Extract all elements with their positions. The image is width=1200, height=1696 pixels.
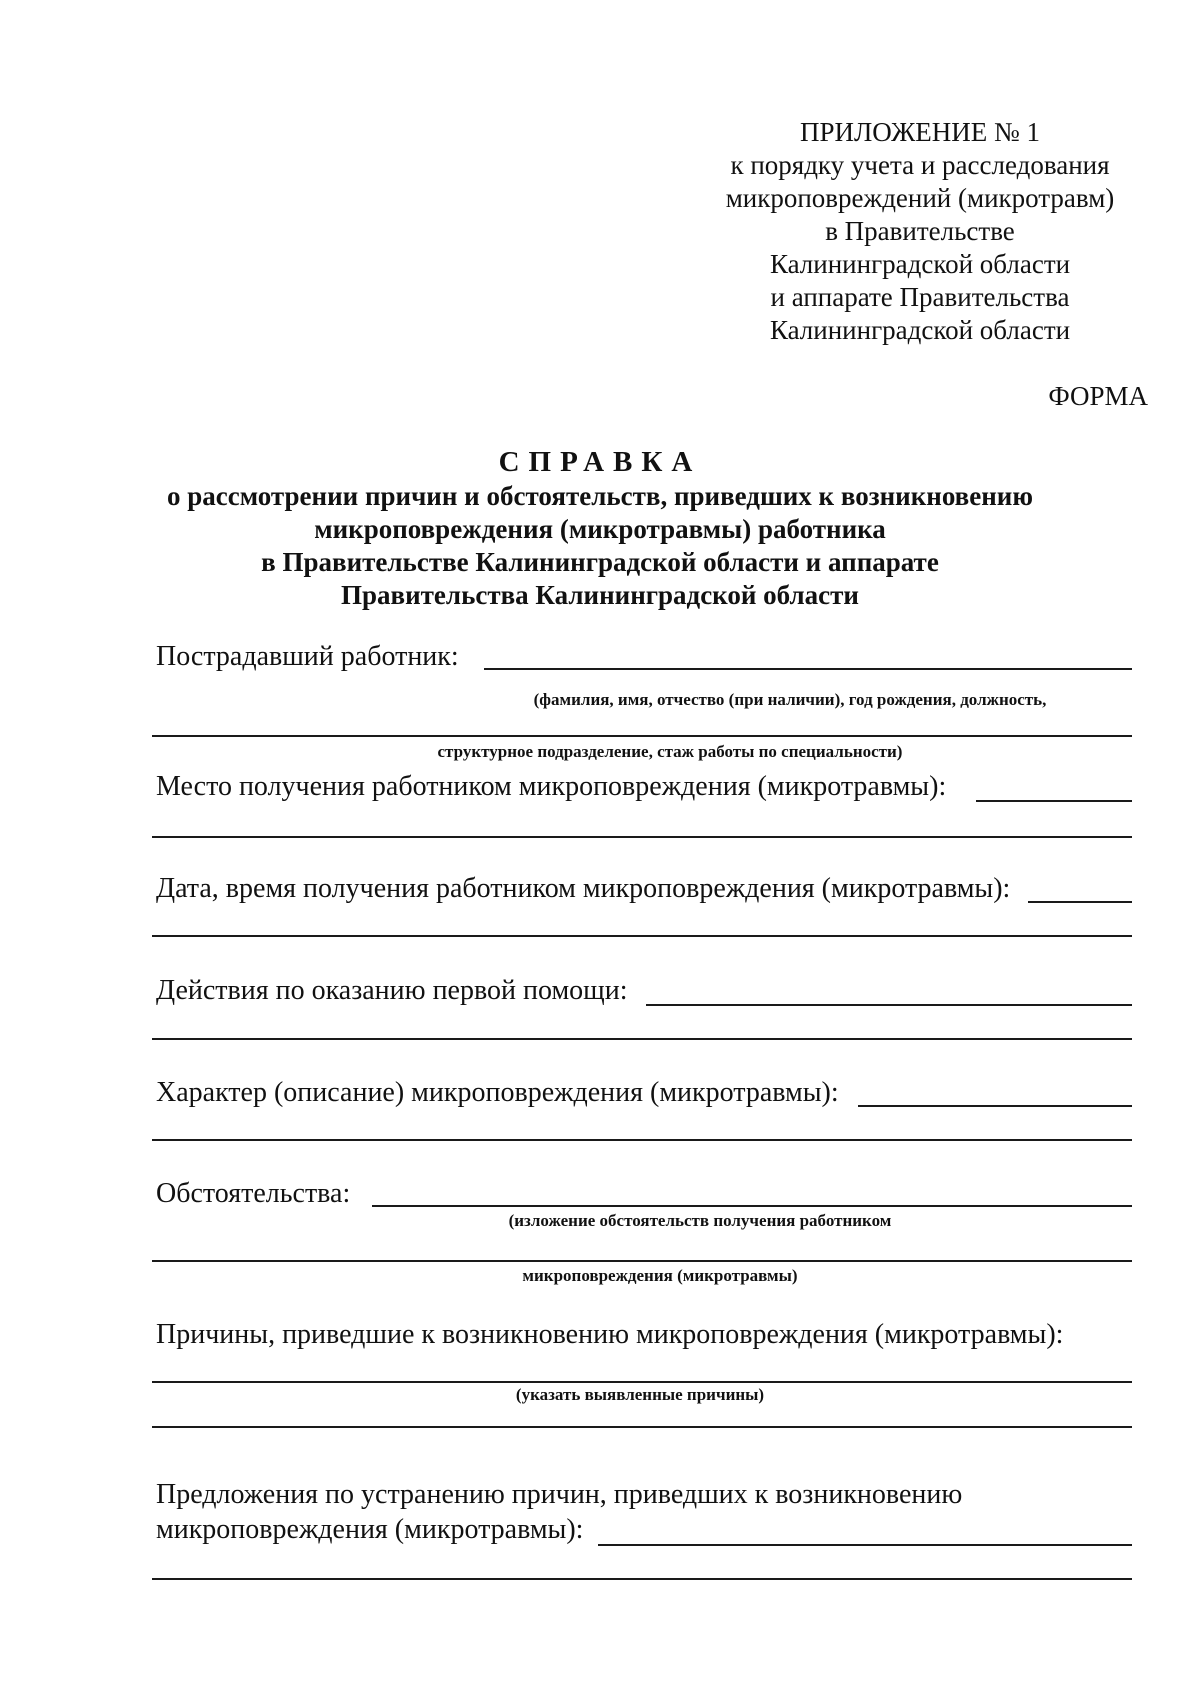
proposals-line-2[interactable] (152, 1578, 1132, 1580)
appendix-title: ПРИЛОЖЕНИЕ № 1 (799, 117, 1041, 147)
title-line: микроповреждения (микротравмы) работника (314, 514, 886, 544)
appendix-line: к порядку учета и расследования (730, 150, 1110, 180)
victim-line-2[interactable] (152, 735, 1132, 737)
proposals-label-line2: микроповреждения (микротравмы): (156, 1514, 584, 1545)
causes-label: Причины, приведшие к возникновению микроповреждения (микротравмы): (156, 1319, 1064, 1350)
circumstances-hint-1: (изложение обстоятельств получения работником (508, 1211, 892, 1230)
appendix-line: микроповреждений (микротравм) (725, 183, 1115, 213)
circumstances-hint-2: микроповреждения (микротравмы) (522, 1266, 798, 1285)
document-title (100, 444, 1100, 612)
causes-hint: (указать выявленные причины) (515, 1385, 765, 1404)
victim-hint-1: (фамилия, имя, отчество (при наличии), год рождения, должность, (533, 690, 1047, 709)
datetime-line-2[interactable] (152, 935, 1132, 937)
form-label: ФОРМА (1048, 381, 1148, 411)
appendix-line: в Правительстве (825, 216, 1015, 246)
appendix-line: Калининградской области (769, 249, 1071, 279)
title-main: СПРАВКА (498, 446, 702, 478)
nature-line-1[interactable] (858, 1105, 1132, 1107)
circumstances-line-2[interactable] (152, 1260, 1132, 1262)
datetime-label: Дата, время получения работником микроповреждения (микротравмы): (156, 873, 1011, 904)
proposals-line-1[interactable] (598, 1544, 1132, 1546)
place-line-2[interactable] (152, 836, 1132, 838)
first-aid-line-2[interactable] (152, 1038, 1132, 1040)
title-line: Правительства Калининградской области (341, 580, 859, 610)
circumstances-label: Обстоятельства: (156, 1178, 351, 1209)
victim-label: Пострадавший работник: (156, 641, 459, 672)
causes-line-2[interactable] (152, 1426, 1132, 1428)
proposals-label-line1: Предложения по устранению причин, приведших к возникновению (156, 1479, 963, 1510)
first-aid-label: Действия по оказанию первой помощи: (156, 975, 628, 1006)
appendix-line: и аппарате Правительства (770, 282, 1070, 312)
nature-line-2[interactable] (152, 1139, 1132, 1141)
causes-line-1[interactable] (152, 1381, 1132, 1383)
appendix-line: Калининградской области (769, 315, 1071, 345)
victim-line-1[interactable] (484, 668, 1132, 670)
victim-hint-2: структурное подразделение, стаж работы по специальности) (437, 742, 903, 761)
place-label: Место получения работником микроповреждения (микротравмы): (156, 771, 947, 802)
title-line: в Правительстве Калининградской области и аппарате (261, 547, 939, 577)
datetime-line-1[interactable] (1028, 901, 1132, 903)
first-aid-line-1[interactable] (646, 1004, 1132, 1006)
title-line: о рассмотрении причин и обстоятельств, приведших к возникновению (167, 481, 1033, 511)
circumstances-line-1[interactable] (372, 1205, 1132, 1207)
appendix-header (700, 116, 1140, 347)
nature-label: Характер (описание) микроповреждения (микротравмы): (156, 1077, 839, 1108)
place-line-1[interactable] (976, 800, 1132, 802)
